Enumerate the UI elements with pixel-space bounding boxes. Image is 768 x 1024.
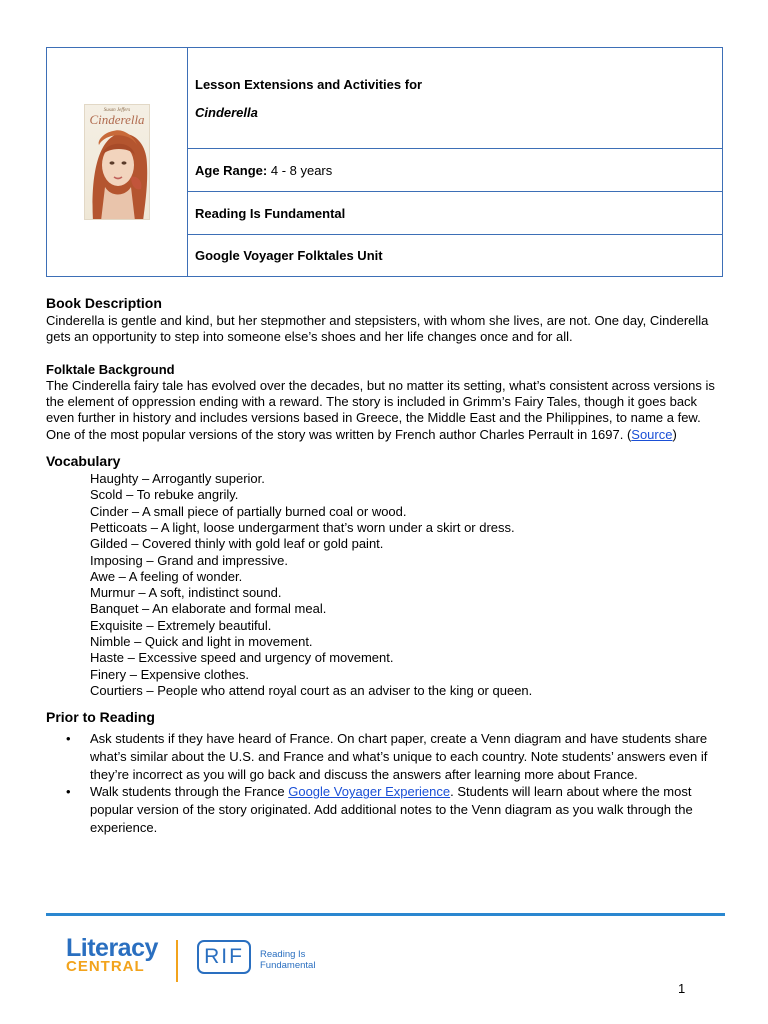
source-link[interactable]: Source xyxy=(631,426,673,442)
book-description-text: Cinderella is gentle and kind, but her stepmother and stepsisters, with whom she lives, are not. One day, Cinderella gets an opportunity to step into someone else’s shoes and her life changes once and for all. xyxy=(46,313,709,345)
age-range-row xyxy=(188,149,722,192)
cover-portrait xyxy=(85,105,150,220)
cover-cell xyxy=(47,48,188,276)
vocab-item: Murmur – A soft, indistinct sound. xyxy=(90,585,282,601)
lesson-title: Lesson Extensions and Activities for xyxy=(195,77,423,92)
vocab-item: Gilded – Covered thinly with gold leaf or gold paint. xyxy=(90,536,384,552)
vocab-item: Haughty – Arrogantly superior. xyxy=(90,471,265,487)
vocab-item: Finery – Expensive clothes. xyxy=(90,666,249,682)
folktale-close: ) xyxy=(672,426,677,442)
cover-title: Cinderella xyxy=(89,112,145,127)
vocab-item: Nimble – Quick and light in movement. xyxy=(90,634,313,650)
vocab-item: Banquet – An elaborate and formal meal. xyxy=(90,601,327,617)
header-info xyxy=(188,48,722,276)
rif-label-line2: Fundamental xyxy=(260,960,316,971)
prior-reading-list xyxy=(46,730,726,836)
logo-line2: CENTRAL xyxy=(66,958,145,975)
voyager-link[interactable]: Google Voyager Experience xyxy=(288,784,451,800)
literacy-central-logo xyxy=(66,936,158,974)
vocab-item: Haste – Excessive speed and urgency of movement. xyxy=(90,650,394,666)
main-content xyxy=(46,294,726,836)
page-number: 1 xyxy=(678,981,686,996)
vocab-item: Courtiers – People who attend royal court as an adviser to the king or queen. xyxy=(90,682,533,698)
cover-author: Susan Jeffers xyxy=(103,108,131,113)
folktale-heading: Folktale Background xyxy=(46,361,175,377)
unit-row: Google Voyager Folktales Unit xyxy=(195,248,383,263)
age-range-value: 4 - 8 years xyxy=(267,162,333,178)
vocab-item: Exquisite – Extremely beautiful. xyxy=(90,617,272,633)
vocab-item: Cinder – A small piece of partially burned coal or wood. xyxy=(90,503,407,519)
header-table xyxy=(46,47,723,277)
vocab-item: Imposing – Grand and impressive. xyxy=(90,552,288,568)
rif-label-line1: Reading Is xyxy=(260,949,306,960)
logo-line1: Literacy xyxy=(66,934,158,962)
vocab-item: Awe – A feeling of wonder. xyxy=(90,568,243,584)
logo-divider xyxy=(176,940,178,982)
book-description-heading: Book Description xyxy=(46,295,162,311)
list-item: • Ask students if they have heard of France. On chart paper, create a Venn diagram and have students share what’s similar about the U.S. and France and what’s unique to each country. Note students’ answers even if they’re incorrect as you will go back and discuss the answers after learning more about France. xyxy=(90,730,726,783)
org-row: Reading Is Fundamental xyxy=(188,192,722,235)
vocabulary-list xyxy=(46,471,726,699)
rif-text: RIF xyxy=(204,945,244,968)
list-item xyxy=(90,783,726,836)
folktale-text xyxy=(46,378,726,443)
age-range-label: Age Range: xyxy=(195,162,268,178)
vocabulary-heading: Vocabulary xyxy=(46,453,121,470)
vocab-item: Petticoats – A light, loose undergarment that’s worn under a skirt or dress. xyxy=(90,519,515,535)
rif-logo xyxy=(197,940,251,974)
prior-reading-heading: Prior to Reading xyxy=(46,709,155,726)
folktale-body: The Cinderella fairy tale has evolved over the decades, but no matter its setting, what’s consistent across versions is the element of oppression ending with a reward. The story is included in Grimm’s Fairy Tales, though it goes back even further in history and includes versions based in Greece, the Middle East and the Philippines, to name a few. One of the most popular versions of the story was written by French author Charles Perrault in 1697. ( xyxy=(46,377,715,442)
footer-divider xyxy=(46,913,725,916)
bullet2-pre: Walk students through the France xyxy=(90,784,289,800)
bullet2-post: . Students will learn about where the most popular version of the story originated. Add additional notes to the Venn diagram as you walk through the experience. xyxy=(90,784,693,835)
book-cover-image xyxy=(84,104,150,220)
rif-label xyxy=(260,949,315,971)
book-title: Cinderella xyxy=(195,105,258,120)
vocab-item: Scold – To rebuke angrily. xyxy=(90,487,239,503)
title-row xyxy=(188,48,722,149)
